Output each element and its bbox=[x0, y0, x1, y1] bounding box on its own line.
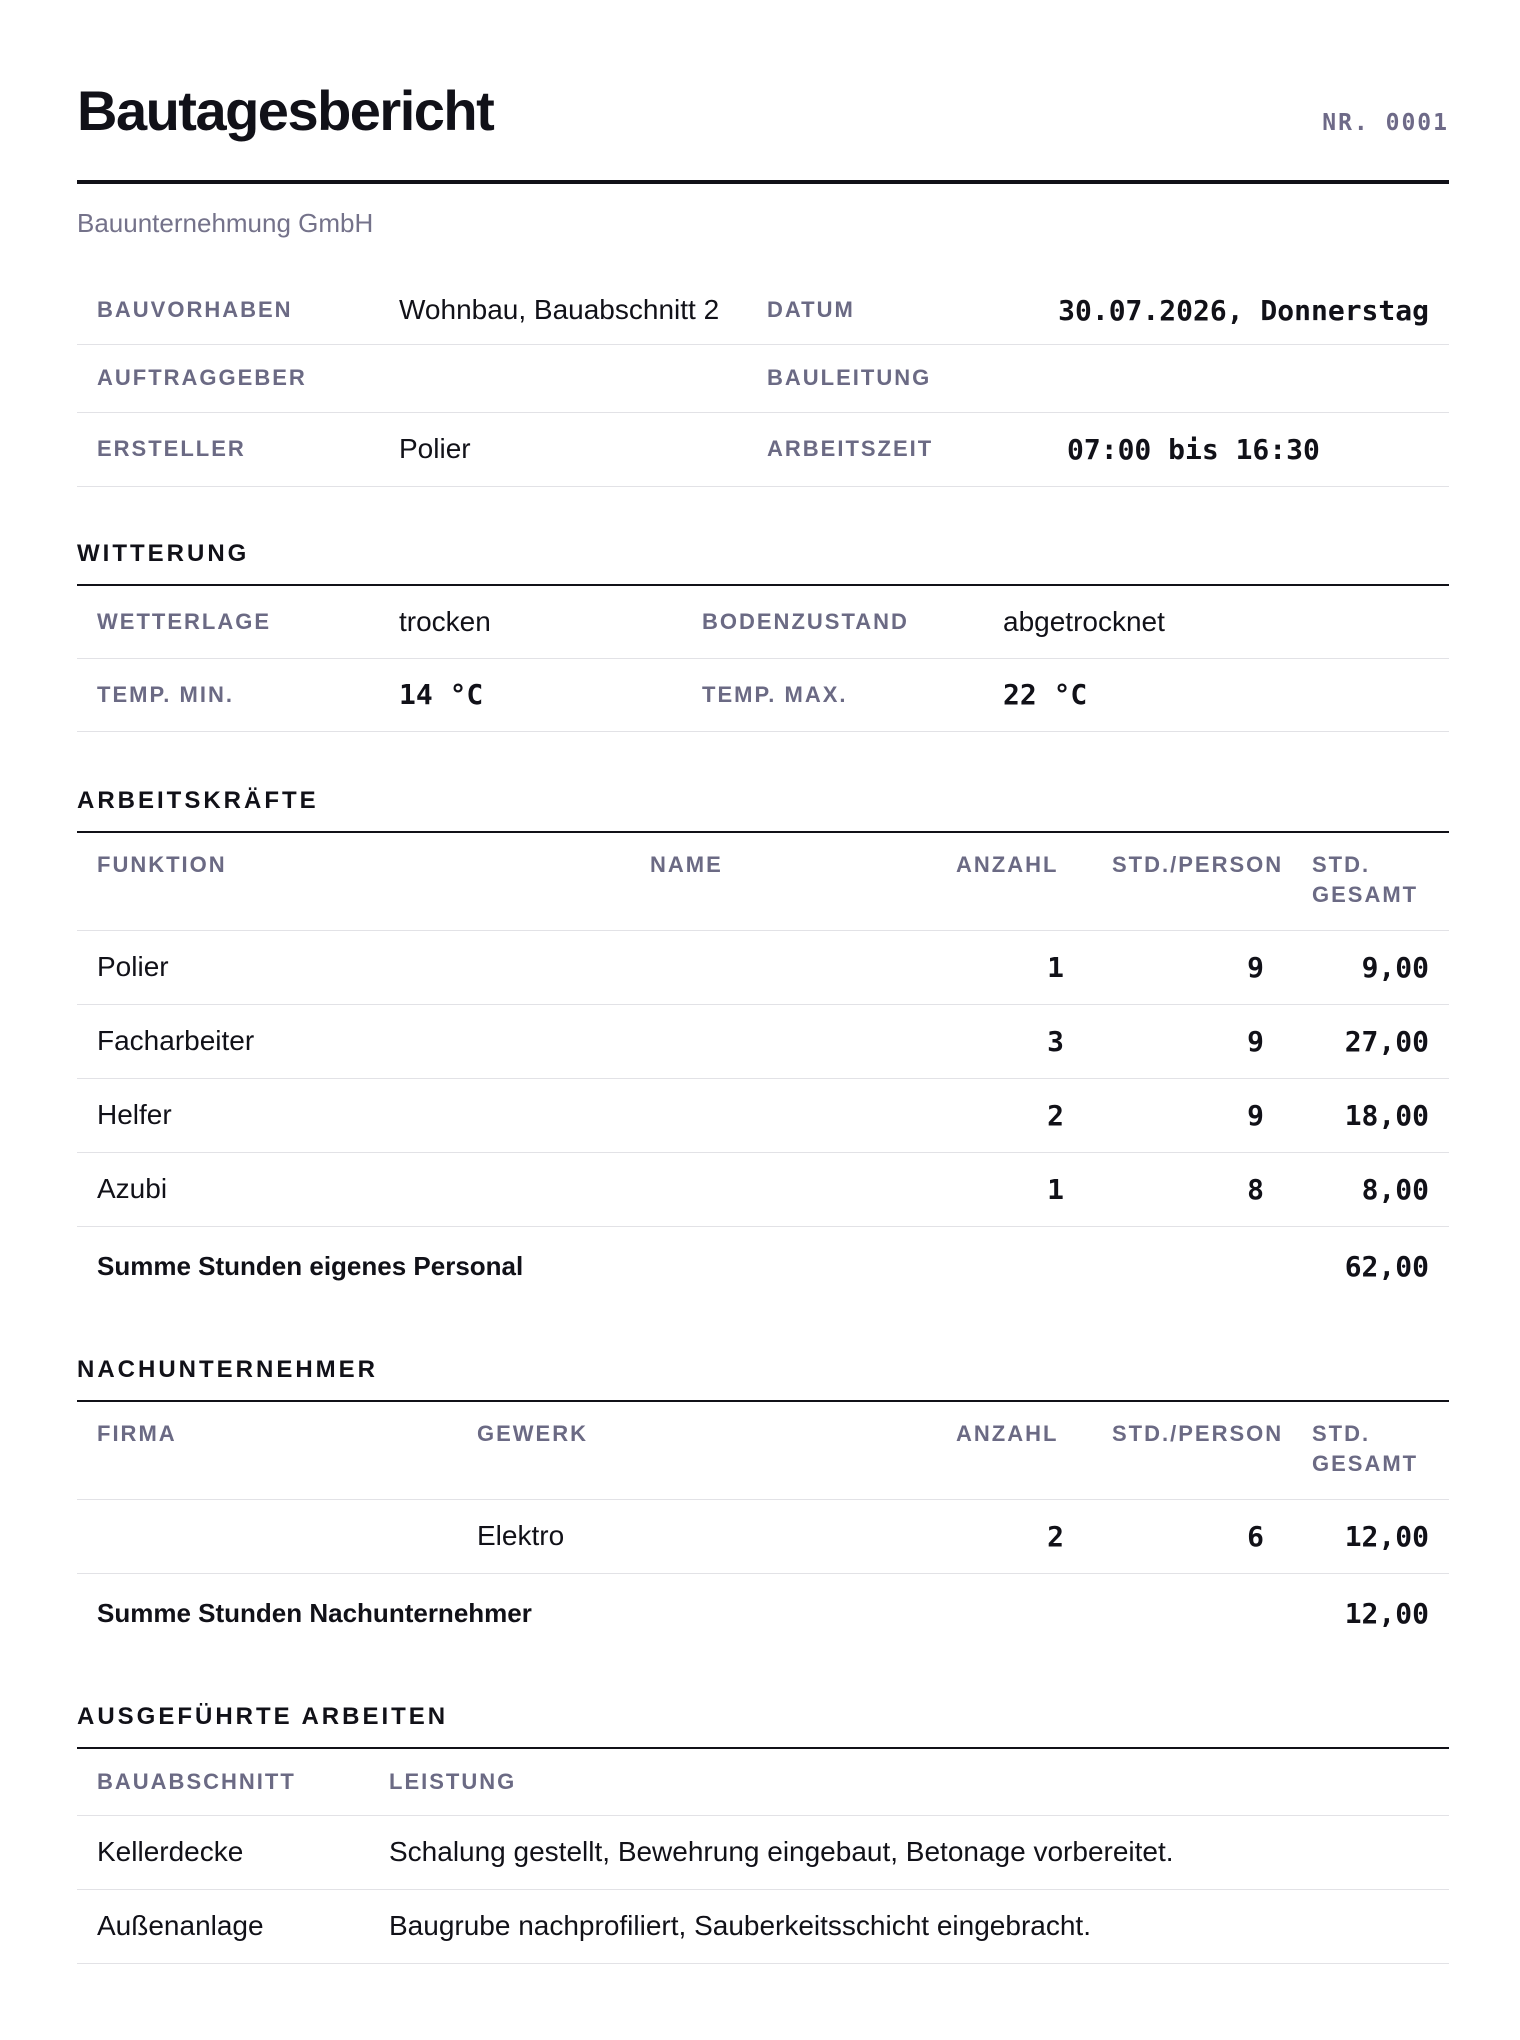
cell-std-gesamt: 18,00 bbox=[1344, 1098, 1429, 1132]
column-header-bauabschnitt: BAUABSCHNITT bbox=[97, 1769, 296, 1794]
subcontractors-header-row bbox=[77, 1402, 1449, 1500]
weather-label-wetterlage: WETTERLAGE bbox=[97, 609, 271, 634]
weather-label-bodenzustand: BODENZUSTAND bbox=[702, 609, 909, 634]
subcontractors-sum-value: 12,00 bbox=[1344, 1596, 1429, 1630]
cell-std-person: 9 bbox=[1247, 950, 1264, 984]
table-row bbox=[77, 1889, 1449, 1964]
cell-gewerk: Elektro bbox=[477, 1520, 565, 1551]
report-title: Bautagesbericht bbox=[77, 79, 494, 142]
workers-sum-value: 62,00 bbox=[1344, 1249, 1429, 1283]
weather-label-temp-max: TEMP. MAX. bbox=[702, 681, 848, 707]
cell-leistung: Baugrube nachprofiliert, Sauberkeitsschicht eingebracht. bbox=[389, 1910, 1091, 1941]
column-header-std-gesamt bbox=[1312, 850, 1418, 910]
weather-row bbox=[77, 658, 1449, 732]
weather-row bbox=[77, 586, 1449, 659]
column-header-std-gesamt-line2: GESAMT bbox=[1312, 882, 1419, 907]
cell-std-gesamt: 9,00 bbox=[1361, 950, 1429, 984]
column-header-anzahl: ANZAHL bbox=[956, 1421, 1059, 1446]
info-label-arbeitszeit: ARBEITSZEIT bbox=[767, 436, 934, 461]
info-label-auftraggeber: AUFTRAGGEBER bbox=[97, 365, 307, 390]
section-heading-witterung: WITTERUNG bbox=[77, 540, 250, 567]
cell-std-person: 6 bbox=[1247, 1519, 1264, 1553]
column-header-std-person: STD./PERSON bbox=[1112, 852, 1284, 877]
cell-anzahl: 3 bbox=[1047, 1024, 1064, 1058]
cell-anzahl: 1 bbox=[1047, 950, 1064, 984]
cell-std-gesamt: 8,00 bbox=[1361, 1172, 1429, 1206]
cell-funktion: Helfer bbox=[97, 1099, 172, 1130]
info-row bbox=[77, 276, 1449, 345]
cell-std-person: 9 bbox=[1247, 1098, 1264, 1132]
cell-anzahl: 1 bbox=[1047, 1172, 1064, 1206]
column-header-std-gesamt-line1: STD. bbox=[1312, 852, 1371, 877]
section-heading-nachunternehmer: NACHUNTERNEHMER bbox=[77, 1356, 378, 1383]
cell-funktion: Facharbeiter bbox=[97, 1025, 255, 1056]
work-header-row bbox=[77, 1749, 1449, 1816]
cell-anzahl: 2 bbox=[1047, 1098, 1064, 1132]
cell-bauabschnitt: Kellerdecke bbox=[97, 1836, 244, 1867]
company-name: Bauunternehmung GmbH bbox=[77, 208, 374, 238]
section-heading-arbeitskraefte: ARBEITSKRÄFTE bbox=[77, 787, 319, 814]
info-value-arbeitszeit: 07:00 bis 16:30 bbox=[1067, 432, 1320, 466]
table-row bbox=[77, 930, 1449, 1005]
cell-funktion: Polier bbox=[97, 951, 169, 982]
cell-std-person: 8 bbox=[1247, 1172, 1264, 1206]
table-row bbox=[77, 1152, 1449, 1227]
cell-bauabschnitt: Außenanlage bbox=[97, 1910, 264, 1941]
cell-std-gesamt: 27,00 bbox=[1344, 1024, 1429, 1058]
cell-funktion: Azubi bbox=[97, 1173, 168, 1204]
cell-std-person: 9 bbox=[1247, 1024, 1264, 1058]
cell-leistung: Schalung gestellt, Bewehrung eingebaut, Betonage vorbereitet. bbox=[389, 1836, 1174, 1867]
subcontractors-sum-label: Summe Stunden Nachunternehmer bbox=[97, 1597, 532, 1628]
table-row bbox=[77, 1499, 1449, 1574]
weather-value-bodenzustand: abgetrocknet bbox=[1003, 606, 1165, 637]
info-row bbox=[77, 344, 1449, 413]
table-row bbox=[77, 1004, 1449, 1079]
column-header-name: NAME bbox=[650, 852, 723, 877]
info-value-ersteller: Polier bbox=[399, 433, 471, 464]
table-row bbox=[77, 1078, 1449, 1153]
weather-value-wetterlage: trocken bbox=[399, 606, 491, 637]
info-value-bauvorhaben: Wohnbau, Bauabschnitt 2 bbox=[399, 294, 720, 325]
column-header-std-gesamt-line2: GESAMT bbox=[1312, 1451, 1419, 1476]
workers-sum-label: Summe Stunden eigenes Personal bbox=[97, 1250, 524, 1281]
table-row bbox=[77, 1815, 1449, 1890]
weather-value-temp-min: 14 °C bbox=[399, 678, 484, 711]
column-header-anzahl: ANZAHL bbox=[956, 852, 1059, 877]
cell-std-gesamt: 12,00 bbox=[1344, 1519, 1429, 1553]
workers-sum-row bbox=[77, 1226, 1449, 1306]
report-number: NR. 0001 bbox=[1322, 110, 1449, 136]
cell-anzahl: 2 bbox=[1047, 1519, 1064, 1553]
column-header-gewerk: GEWERK bbox=[477, 1421, 588, 1446]
info-value-datum: 30.07.2026, Donnerstag bbox=[1058, 293, 1429, 327]
info-label-bauleitung: BAULEITUNG bbox=[767, 365, 932, 390]
column-header-firma: FIRMA bbox=[97, 1421, 177, 1446]
workers-header-row bbox=[77, 833, 1449, 931]
column-header-std-gesamt bbox=[1312, 1419, 1418, 1479]
column-header-std-gesamt-line1: STD. bbox=[1312, 1421, 1371, 1446]
info-label-datum: DATUM bbox=[767, 297, 855, 322]
weather-value-temp-max: 22 °C bbox=[1003, 678, 1088, 711]
column-header-std-person: STD./PERSON bbox=[1112, 1421, 1284, 1446]
info-row bbox=[77, 412, 1449, 487]
column-header-leistung: LEISTUNG bbox=[389, 1769, 517, 1794]
subcontractors-sum-row bbox=[77, 1573, 1449, 1653]
info-label-ersteller: ERSTELLER bbox=[97, 436, 246, 461]
column-header-funktion: FUNKTION bbox=[97, 852, 227, 877]
info-label-bauvorhaben: BAUVORHABEN bbox=[97, 297, 293, 322]
title-divider bbox=[77, 180, 1449, 184]
section-heading-ausgefuehrte-arbeiten: AUSGEFÜHRTE ARBEITEN bbox=[77, 1703, 449, 1730]
weather-label-temp-min: TEMP. MIN. bbox=[97, 681, 234, 707]
